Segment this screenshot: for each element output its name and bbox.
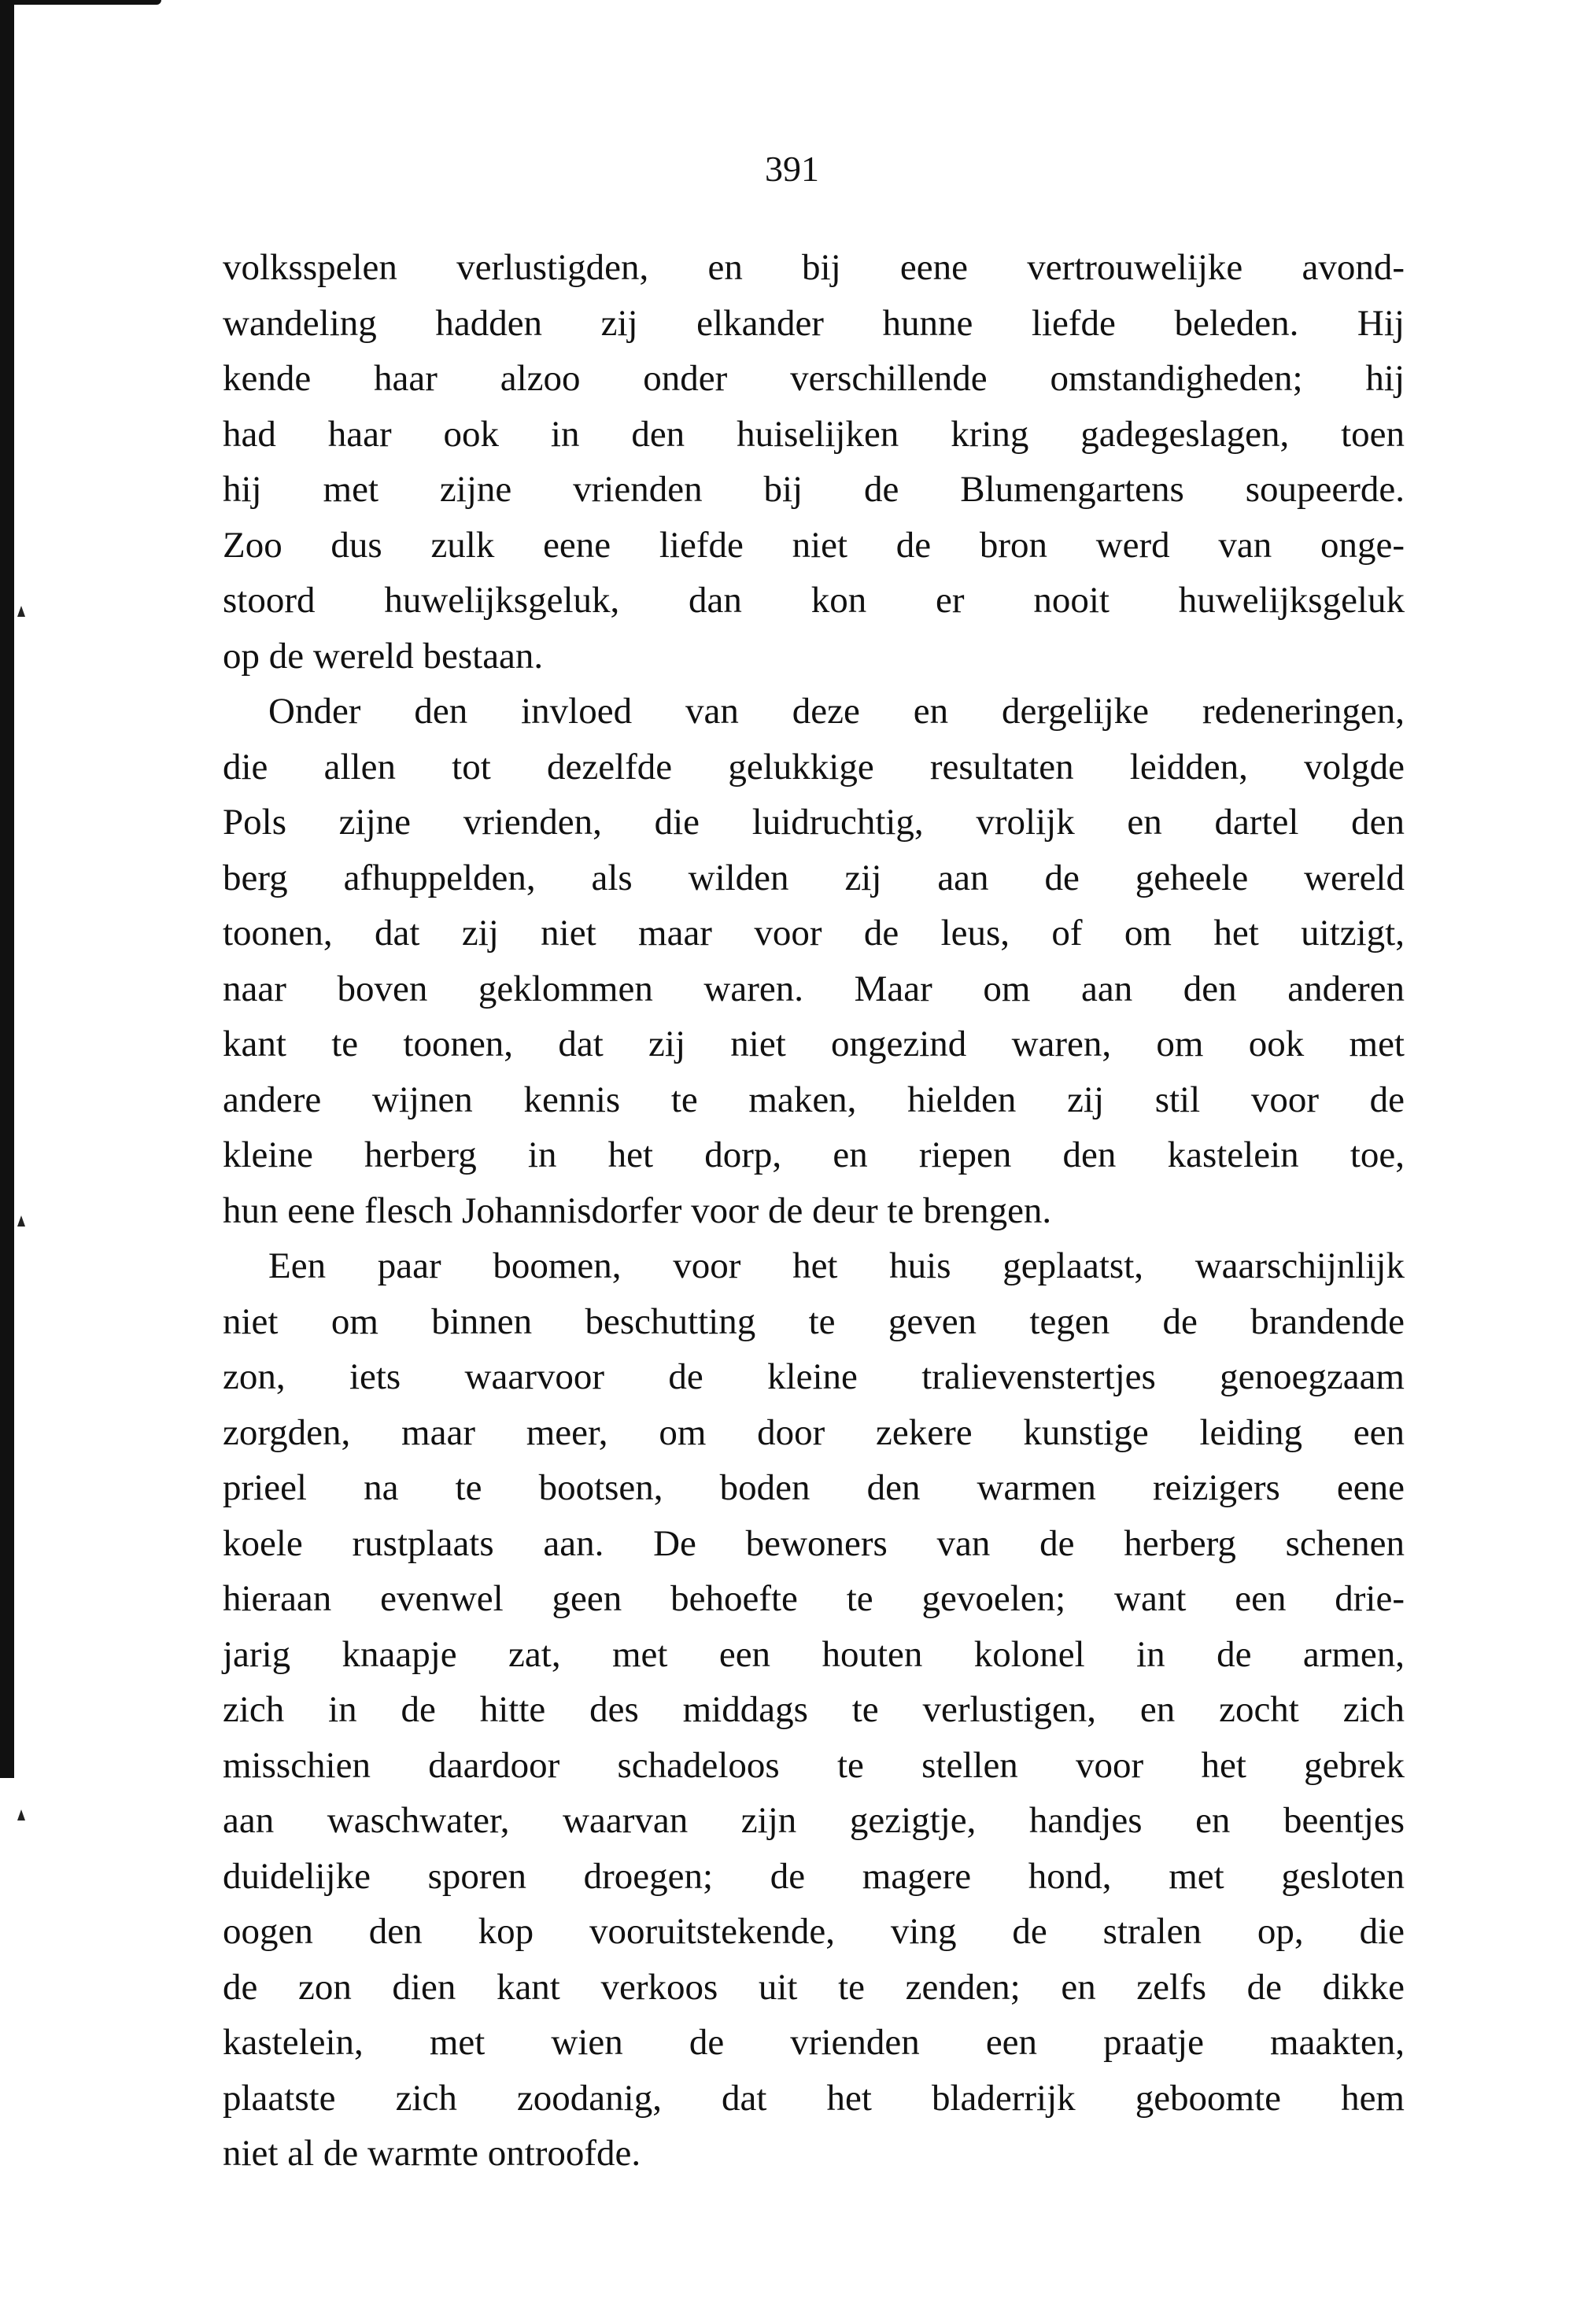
text-line: wandeling hadden zij elkander hunne liefde beleden. Hij — [223, 302, 1405, 344]
text-line: andere wijnen kennis te maken, hielden zij stil voor de — [223, 1079, 1405, 1120]
text-line: kant te toonen, dat zij niet ongezind waren, om ook met — [223, 1024, 1405, 1064]
text-line: oogen den kop vooruitstekende, ving de stralen op, die — [223, 1911, 1405, 1952]
text-line: had haar ook in den huiselijken kring gadegeslagen, toen — [223, 413, 1405, 455]
text-line: zich in de hitte des middags te verlustigen, en zocht zich — [223, 1689, 1405, 1730]
paragraph — [223, 1238, 1405, 2182]
body-text — [223, 240, 1405, 2182]
text-line: hun eene flesch Johannisdorfer voor de deur te brengen. — [223, 1190, 1052, 1231]
text-line: Zoo dus zulk eene liefde niet de bron werd van onge- — [223, 524, 1405, 566]
text-line: volksspelen verlustigden, en bij eene vertrouwelijke avond- — [223, 247, 1405, 288]
page-number: 391 — [765, 149, 819, 189]
text-line: stoord huwelijksgeluk, dan kon er nooit huwelijksgeluk — [223, 580, 1405, 621]
text-line: duidelijke sporen droegen; de magere hond, met gesloten — [223, 1855, 1405, 1897]
scan-page-edge-top — [0, 0, 161, 5]
scan-artifact-mark — [17, 1809, 25, 1820]
paragraph — [223, 684, 1405, 1238]
text-line: zorgden, maar meer, om door zekere kunstige leiding een — [223, 1411, 1405, 1453]
text-line: kende haar alzoo onder verschillende omstandigheden; hij — [223, 358, 1405, 399]
text-line: Pols zijne vrienden, die luidruchtig, vrolijk en dartel den — [223, 802, 1405, 843]
text-line: Een paar boomen, voor het huis geplaatst, waarschijnlijk — [268, 1245, 1405, 1286]
scan-artifact-mark — [17, 606, 25, 617]
text-line: hieraan evenwel geen behoefte te gevoelen; want een drie- — [223, 1578, 1405, 1619]
text-line: koele rustplaats aan. De bewoners van de herberg schenen — [223, 1522, 1405, 1564]
text-line: niet om binnen beschutting te geven tegen de brandende — [223, 1300, 1405, 1342]
scan-page-edge — [0, 0, 14, 1778]
scan-artifact-mark — [17, 1215, 25, 1227]
text-line: de zon dien kant verkoos uit te zenden; en zelfs de dikke — [223, 1966, 1405, 2008]
paragraph — [223, 240, 1405, 684]
text-line: prieel na te bootsen, boden den warmen reizigers eene — [223, 1467, 1405, 1508]
text-line: op de wereld bestaan. — [223, 635, 544, 677]
text-line: kastelein, met wien de vrienden een praatje maakten, — [223, 2022, 1405, 2063]
text-line: misschien daardoor schadeloos te stellen voor het gebrek — [223, 1744, 1405, 1786]
text-line: aan waschwater, waarvan zijn gezigtje, handjes en beentjes — [223, 1800, 1405, 1841]
text-line: jarig knaapje zat, met een houten kolonel in de armen, — [223, 1633, 1405, 1675]
text-line: kleine herberg in het dorp, en riepen den kastelein toe, — [223, 1134, 1405, 1175]
text-line: zon, iets waarvoor de kleine tralievenstertjes genoegzaam — [223, 1356, 1405, 1397]
text-line: plaatste zich zoodanig, dat het bladerrijk geboomte hem — [223, 2077, 1405, 2119]
text-line: hij met zijne vrienden bij de Blumengartens soupeerde. — [223, 469, 1405, 510]
text-line: berg afhuppelden, als wilden zij aan de geheele wereld — [223, 857, 1405, 898]
text-line: toonen, dat zij niet maar voor de leus, of om het uitzigt, — [223, 913, 1405, 954]
text-line: naar boven geklommen waren. Maar om aan den anderen — [223, 968, 1405, 1009]
text-line: die allen tot dezelfde gelukkige resultaten leidden, volgde — [223, 746, 1405, 788]
text-line: Onder den invloed van deze en dergelijke redeneringen, — [268, 691, 1405, 732]
text-line: niet al de warmte ontroofde. — [223, 2133, 641, 2174]
